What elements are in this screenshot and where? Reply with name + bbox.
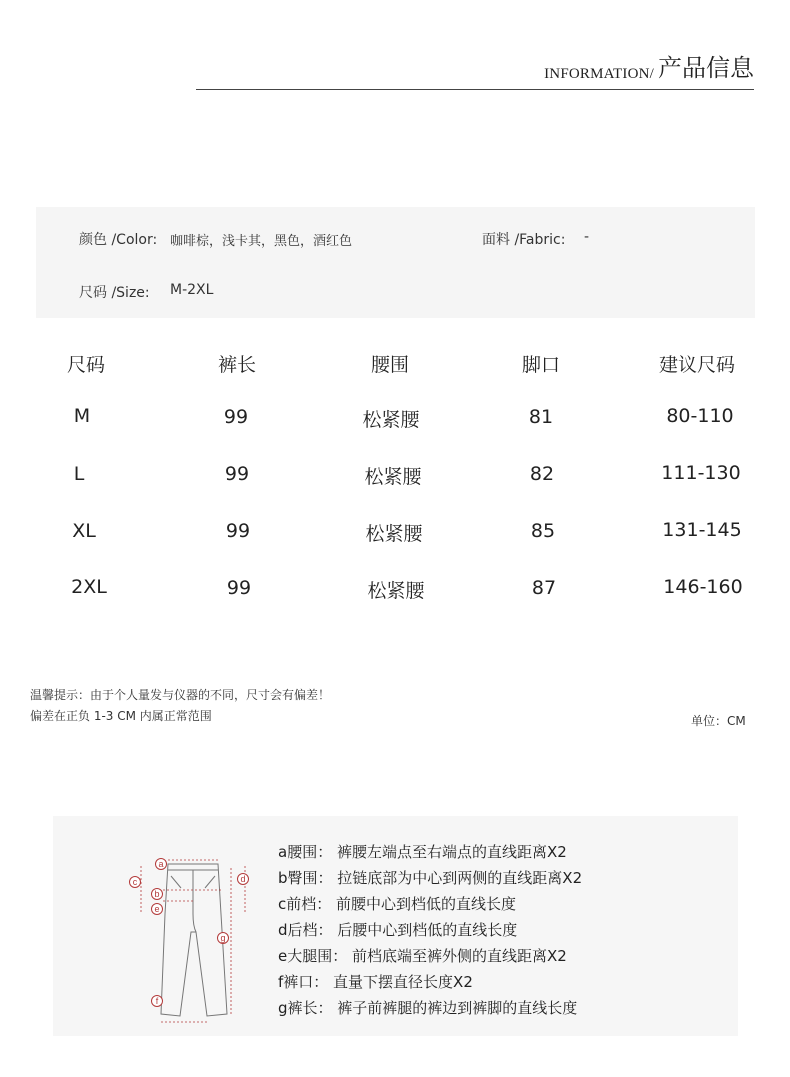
measurement-legend (278, 841, 582, 1023)
table-cell: 85 (530, 520, 556, 542)
tip-line-1: 温馨提示：由于个人量发与仪器的不同，尺寸会有偏差！ (30, 688, 331, 702)
legend-item: e大腿围： 前档底端至裤外侧的直线距离X2 (278, 947, 567, 965)
size-value: M-2XL (170, 282, 214, 298)
pocket-line-left (171, 876, 181, 888)
legend-item: f裤口： 直量下摆直径长度X2 (278, 973, 473, 991)
pants-outline (161, 864, 227, 1016)
fabric-value: - (584, 229, 590, 245)
legend-item: a腰围： 裤腰左端点至右端点的直线距离X2 (278, 843, 567, 861)
marker-c: c (132, 877, 138, 887)
pocket-line-right (205, 876, 215, 888)
legend-item: b臀围： 拉链底部为中心到两侧的直线距离X2 (278, 869, 583, 887)
table-cell: L (73, 463, 85, 485)
marker-g: g (220, 933, 226, 943)
table-cell: 81 (528, 406, 554, 428)
table-cell: 111-130 (661, 462, 741, 484)
table-cell: 松紧腰 (367, 580, 425, 602)
table-cell: 99 (225, 520, 251, 542)
table-cell: 99 (226, 577, 252, 599)
table-cell: 松紧腰 (365, 523, 423, 545)
marker-d: d (240, 874, 246, 884)
table-header-cell: 脚口 (521, 354, 561, 376)
legend-item: g裤长： 裤子前裤腿的裤边到裤脚的直线长度 (278, 999, 578, 1017)
fabric-label: 面料 /Fabric: (482, 232, 566, 248)
table-cell: 2XL (71, 576, 107, 598)
fly-line (193, 870, 196, 932)
product-info-box (36, 207, 755, 318)
table-cell: 82 (529, 463, 555, 485)
table-header-cell: 尺码 (66, 354, 106, 376)
table-cell: 131-145 (662, 519, 742, 541)
page-header (544, 48, 754, 83)
header-title-en: INFORMATION/ (544, 66, 654, 82)
table-cell: 87 (531, 577, 557, 599)
table-cell: 99 (223, 406, 249, 428)
color-value: 咖啡棕，浅卡其，黑色，酒红色 (170, 234, 353, 249)
header-divider (196, 89, 754, 90)
table-header-cell: 建议尺码 (658, 354, 736, 376)
table-cell: 80-110 (666, 405, 734, 427)
tip-line-2: 偏差在正负 1-3 CM 内属正常范围 (30, 709, 212, 723)
marker-f: f (155, 996, 159, 1006)
table-cell: M (73, 405, 91, 427)
unit-label: 单位：CM (691, 714, 746, 728)
marker-a: a (158, 859, 164, 869)
color-label: 颜色 /Color: (79, 232, 158, 248)
table-cell: 146-160 (663, 576, 743, 598)
legend-item: d后档： 后腰中心到档低的直线长度 (278, 921, 518, 939)
legend-item: c前档： 前腰中心到档低的直线长度 (278, 895, 517, 913)
size-label: 尺码 /Size: (79, 285, 150, 301)
table-cell: XL (72, 520, 96, 542)
table-header-cell: 腰围 (370, 354, 410, 376)
table-cell: 松紧腰 (362, 409, 420, 431)
table-cell: 松紧腰 (364, 466, 422, 488)
header-title-cn: 产品信息 (658, 54, 754, 82)
marker-b: b (154, 889, 160, 899)
table-header-cell: 裤长 (217, 354, 257, 376)
marker-e: e (154, 904, 160, 914)
table-cell: 99 (224, 463, 250, 485)
measurement-diagram-box (53, 816, 738, 1036)
